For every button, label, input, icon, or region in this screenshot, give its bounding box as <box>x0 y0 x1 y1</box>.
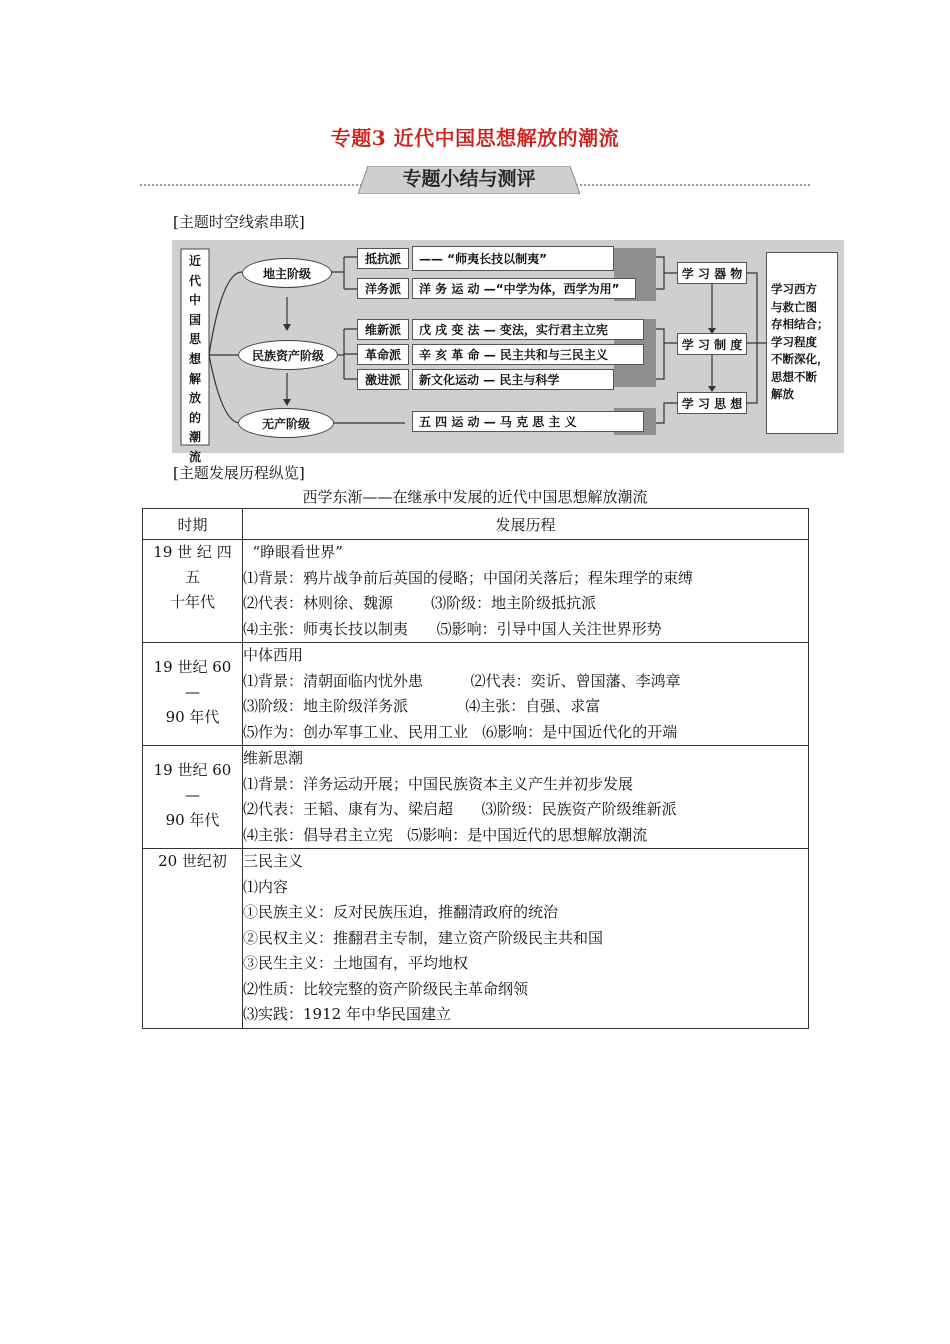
section-label-timeline: [主题时空线索串联] <box>173 213 305 231</box>
class-proletariat: 无产阶级 <box>238 408 334 438</box>
page-title: 专题3 近代中国思想解放的潮流 <box>330 126 620 150</box>
learn-thought: 学 习 思 想 <box>677 392 747 414</box>
class-landlord: 地主阶级 <box>242 258 332 288</box>
header-period: 时期 <box>143 509 243 540</box>
item-western: 洋 务 运 动 —“中学为体，西学为用” <box>412 278 636 299</box>
period-cell: 19 世纪 60 — 90 年代 <box>143 643 243 746</box>
faction-radical: 激进派 <box>357 369 409 390</box>
section-banner: 专题小结与测评 <box>402 168 536 190</box>
class-bourgeois: 民族资产阶级 <box>238 340 338 370</box>
table-row <box>143 746 809 849</box>
item-proletariat: 五 四 运 动 — 马 克 思 主 义 <box>412 411 644 432</box>
period-cell: 19 世 纪 四 五 十年代 <box>143 540 243 643</box>
item-reform: 戊 戌 变 法 — 变法，实行君主立宪 <box>412 319 644 340</box>
diagram-vertical-title: 近 代 中 国 思 想 解 放 的 潮 流 <box>188 254 201 464</box>
faction-reform: 维新派 <box>357 319 409 340</box>
item-resist: —— “师夷长技以制夷” <box>412 246 614 271</box>
faction-western: 洋务派 <box>357 278 409 299</box>
learn-system: 学 习 制 度 <box>677 333 747 355</box>
table-row <box>143 540 809 643</box>
period-cell: 20 世纪初 <box>143 849 243 1029</box>
period-cell: 19 世纪 60 — 90 年代 <box>143 746 243 849</box>
concept-diagram <box>172 240 844 464</box>
conclusion-box: 学习西方 与救亡图 存相结合； 学习程度 不断深化， 思想不断 解放 <box>766 252 838 434</box>
table-row <box>143 643 809 746</box>
history-cell: 三民主义 ⑴内容 ①民族主义：反对民族压迫，推翻清政府的统治 ②民权主义：推翻君主专制，建立资产阶级民主共和国 ③民生主义：土地国有，平均地权 ⑵性质：比较完整的资产阶级民主革命纲领 ⑶实践：1912 年中华民国建立 <box>243 849 809 1029</box>
faction-revolution: 革命派 <box>357 344 409 365</box>
table-caption: 西学东渐——在继承中发展的近代中国思想解放潮流 <box>302 488 648 506</box>
learn-artifact: 学 习 器 物 <box>677 262 747 284</box>
history-cell: 中体西用 ⑴背景：清朝面临内忧外患 ⑵代表：奕䜣、曾国藩、李鸿章 ⑶阶级：地主阶级洋务派 ⑷主张：自强、求富 ⑸作为：创办军事工业、民用工业 ⑹影响：是中国近代化的开端 <box>243 643 809 746</box>
development-table <box>142 508 809 1029</box>
history-cell: 维新思潮 ⑴背景：洋务运动开展；中国民族资本主义产生并初步发展 ⑵代表：王韬、康有为、梁启超 ⑶阶级：民族资产阶级维新派 ⑷主张：倡导君主立宪 ⑸影响：是中国近代的思想解放潮流 <box>243 746 809 849</box>
section-label-overview: [主题发展历程纵览] <box>173 464 305 482</box>
item-radical: 新文化运动 — 民主与科学 <box>412 369 614 390</box>
header-history: 发展历程 <box>243 509 809 540</box>
table-header-row <box>143 509 809 540</box>
table-row <box>143 849 809 1029</box>
faction-resist: 抵抗派 <box>357 248 409 269</box>
item-revolution: 辛 亥 革 命 — 民主共和与三民主义 <box>412 344 644 365</box>
history-cell: “睁眼看世界” ⑴背景：鸦片战争前后英国的侵略；中国闭关落后；程朱理学的束缚 ⑵代表：林则徐、魏源 ⑶阶级：地主阶级抵抗派 ⑷主张：师夷长技以制夷 ⑸影响：引导中国人关注世界形势 <box>243 540 809 643</box>
